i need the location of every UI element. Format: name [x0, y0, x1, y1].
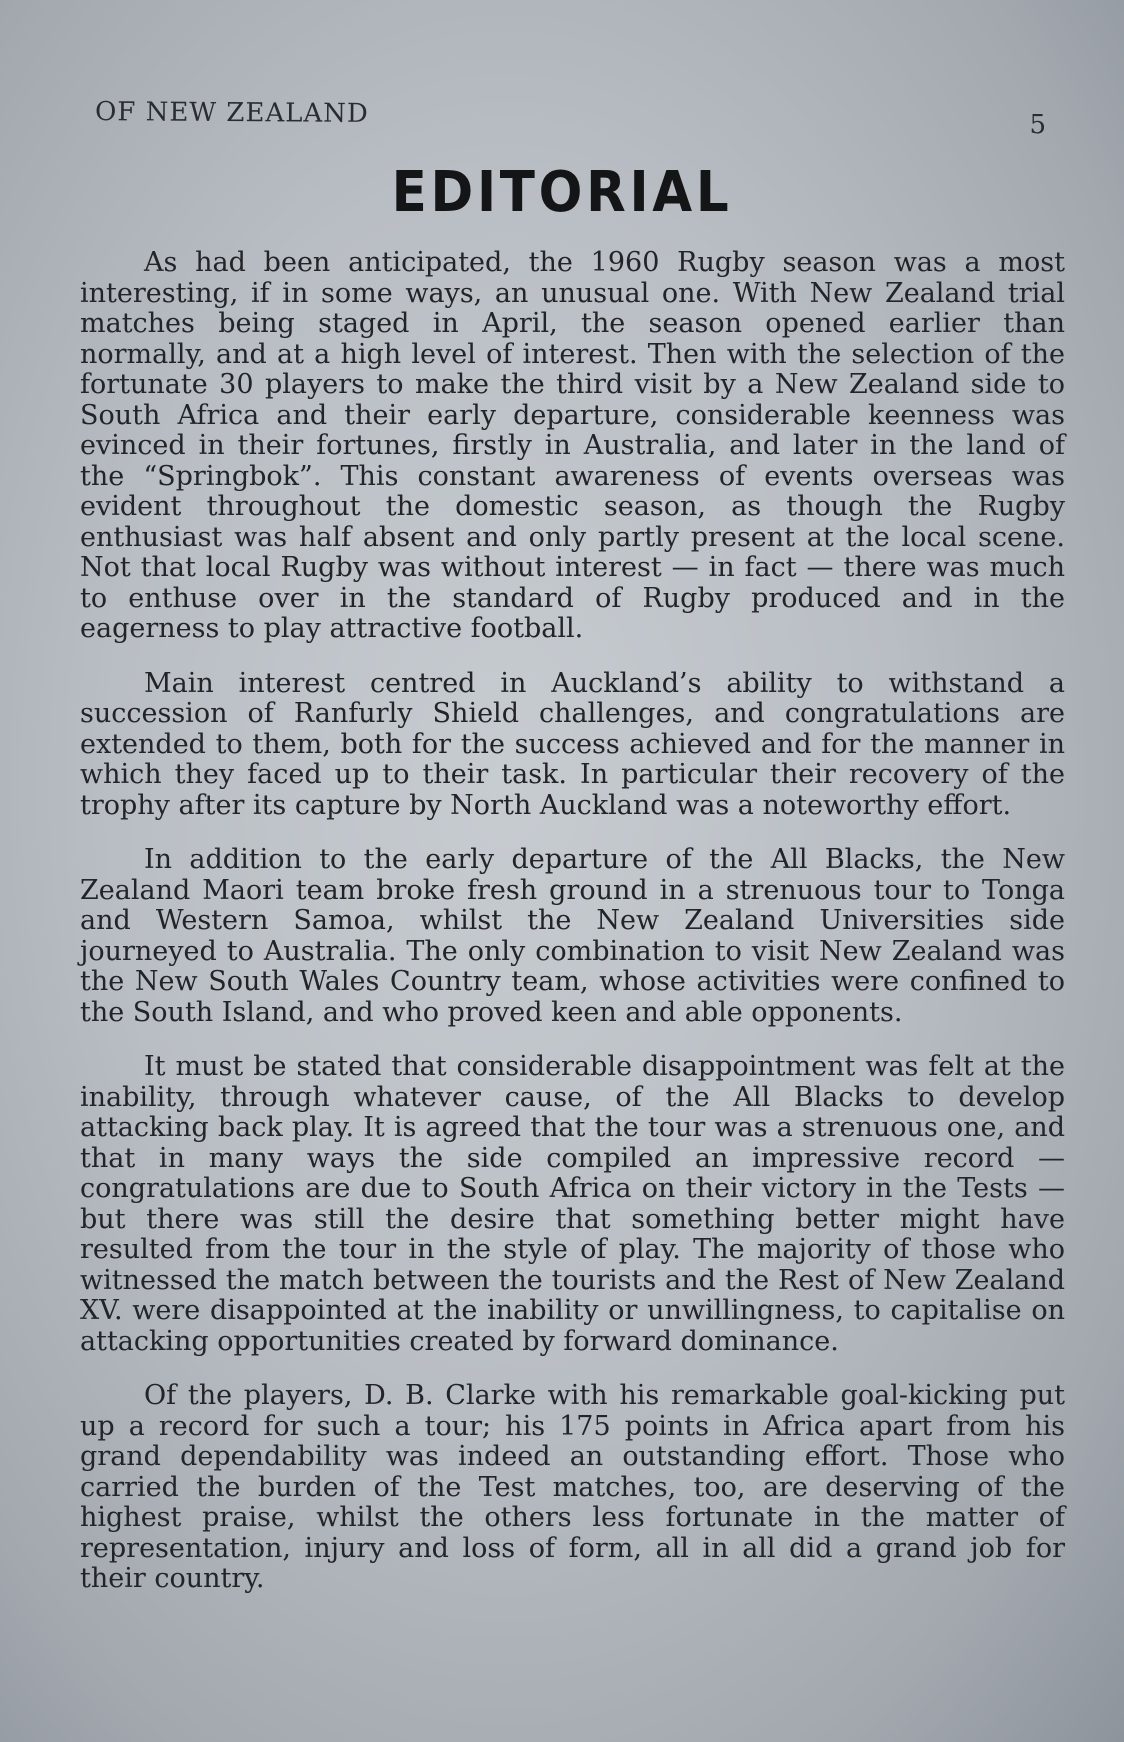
editorial-title: EDITORIAL	[391, 160, 733, 225]
paragraph-5: Of the players, D. B. Clarke with his remarkable goal-kicking put up a record for such a tour; his 175 points in Africa apart from his grand dependability was indeed an outstanding effort. Those who carried the burden of the Test matches, too, are deserving of the highest praise, whilst the others less fortunate in the matter of representation, injury and loss of form, all in all did a grand job for their country.	[80, 1380, 1065, 1594]
paragraph-4: It must be stated that considerable disappointment was felt at the inability, through whatever cause, of the All Blacks to develop attacking back play. It is agreed that the tour was a strenuous one, and that in many ways the side compiled an impressive record — congratulations are due to South Africa on their victory in the Tests — but there was still the desire that something better might have resulted from the tour in the style of play. The majority of those who witnessed the match between the tourists and the Rest of New Zealand XV. were disappointed at the inability or unwillingness, to capitalise on attacking opportunities created by forward dominance.	[80, 1051, 1065, 1357]
paragraph-1: As had been anticipated, the 1960 Rugby season was a most interesting, if in some ways, an unusual one. With New Zealand trial matches being staged in April, the season opened earlier than normally, and at a high level of interest. Then with the selection of the fortunate 30 players to make the third visit by a New Zealand side to South Africa and their early departure, considerable keenness was evinced in their fortunes, firstly in Australia, and later in the land of the “Springbok”. This constant awareness of events overseas was evident throughout the domestic season, as though the Rugby enthusiast was half absent and only partly present at the local scene. Not that local Rugby was without interest — in fact — there was much to enthuse over in the standard of Rugby produced and in the eagerness to play attractive football.	[80, 247, 1065, 644]
editorial-body	[80, 248, 1065, 1595]
running-head: OF NEW ZEALAND	[94, 97, 369, 129]
page-number: 5	[1029, 110, 1046, 140]
paragraph-2: Main interest centred in Auckland’s ability to withstand a succession of Ranfurly Shield challenges, and congratulations are extended to them, both for the success achieved and for the manner in which they faced up to their task. In particular their recovery of the trophy after its capture by North Auckland was a noteworthy effort.	[80, 667, 1065, 821]
paragraph-3: In addition to the early departure of the All Blacks, the New Zealand Maori team broke fresh ground in a strenuous tour to Tonga and Western Samoa, whilst the New Zealand Universities side journeyed to Australia. The only combination to visit New Zealand was the New South Wales Country team, whose activities were confined to the South Island, and who proved keen and able opponents.	[80, 844, 1065, 1028]
